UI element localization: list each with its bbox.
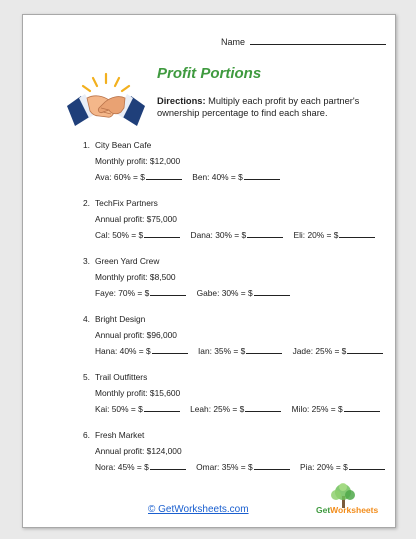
problem-number: 4. bbox=[83, 314, 90, 324]
answer-blank[interactable] bbox=[244, 172, 280, 180]
profit-line: Monthly profit: $12,000 bbox=[95, 156, 181, 166]
company-name: Fresh Market bbox=[95, 430, 145, 440]
answer-blank[interactable] bbox=[245, 404, 281, 412]
share-line bbox=[83, 345, 383, 361]
company-name: City Bean Cafe bbox=[95, 140, 152, 150]
share-label: Gabe: 30% = $ bbox=[196, 288, 253, 298]
name-blank-line[interactable] bbox=[250, 37, 386, 45]
share-label: Milo: 25% = $ bbox=[291, 404, 343, 414]
problem-3 bbox=[83, 255, 290, 303]
company-name: Trail Outfitters bbox=[95, 372, 148, 382]
answer-blank[interactable] bbox=[349, 462, 385, 470]
answer-blank[interactable] bbox=[247, 230, 283, 238]
company-name: Green Yard Crew bbox=[95, 256, 160, 266]
share-label: Ava: 60% = $ bbox=[95, 172, 145, 182]
share-label: Faye: 70% = $ bbox=[95, 288, 150, 298]
answer-blank[interactable] bbox=[144, 404, 180, 412]
worksheet-title: Profit Portions bbox=[157, 65, 262, 82]
answer-blank[interactable] bbox=[150, 288, 186, 296]
tree-icon bbox=[312, 482, 382, 524]
problem-5 bbox=[83, 371, 380, 419]
company-name: Bright Design bbox=[95, 314, 146, 324]
share-label: Eli: 20% = $ bbox=[293, 230, 339, 240]
copyright-link[interactable]: © GetWorksheets.com bbox=[148, 504, 249, 515]
profit-line: Annual profit: $124,000 bbox=[95, 446, 182, 456]
answer-blank[interactable] bbox=[254, 462, 290, 470]
profit-line: Annual profit: $96,000 bbox=[95, 330, 177, 340]
answer-blank[interactable] bbox=[246, 346, 282, 354]
problem-number: 5. bbox=[83, 372, 90, 382]
answer-blank[interactable] bbox=[254, 288, 290, 296]
share-label: Cal: 50% = $ bbox=[95, 230, 144, 240]
problem-4 bbox=[83, 313, 383, 361]
problem-number: 6. bbox=[83, 430, 90, 440]
name-label: Name bbox=[221, 37, 246, 47]
share-line bbox=[83, 229, 375, 245]
share-label: Omar: 35% = $ bbox=[196, 462, 253, 472]
profit-line: Monthly profit: $8,500 bbox=[95, 272, 176, 282]
problem-number: 2. bbox=[83, 198, 90, 208]
directions-label: Directions: bbox=[157, 96, 206, 106]
answer-blank[interactable] bbox=[152, 346, 188, 354]
answer-blank[interactable] bbox=[344, 404, 380, 412]
share-label: Jade: 25% = $ bbox=[292, 346, 347, 356]
share-line bbox=[83, 171, 280, 187]
share-label: Nora: 45% = $ bbox=[95, 462, 149, 472]
name-field-row bbox=[221, 37, 386, 47]
share-label: Kai: 50% = $ bbox=[95, 404, 143, 414]
handshake-icon bbox=[65, 70, 147, 132]
share-label: Dana: 30% = $ bbox=[190, 230, 247, 240]
share-line bbox=[83, 461, 385, 477]
worksheet-page bbox=[22, 14, 396, 528]
answer-blank[interactable] bbox=[144, 230, 180, 238]
logo-text-get: Get bbox=[316, 505, 331, 515]
problem-1 bbox=[83, 139, 280, 187]
problem-number: 3. bbox=[83, 256, 90, 266]
directions-body: Multiply each profit by each partner's ownership percentage to find each share. bbox=[157, 96, 360, 118]
share-label: Hana: 40% = $ bbox=[95, 346, 151, 356]
share-line bbox=[83, 287, 290, 303]
profit-line: Annual profit: $75,000 bbox=[95, 214, 177, 224]
problem-2 bbox=[83, 197, 375, 245]
profit-line: Monthly profit: $15,600 bbox=[95, 388, 181, 398]
answer-blank[interactable] bbox=[150, 462, 186, 470]
share-line bbox=[83, 403, 380, 419]
company-name: TechFix Partners bbox=[95, 198, 158, 208]
share-label: Pia: 20% = $ bbox=[300, 462, 348, 472]
answer-blank[interactable] bbox=[146, 172, 182, 180]
share-label: Leah: 25% = $ bbox=[190, 404, 245, 414]
logo-text-worksheets: Worksheets bbox=[330, 505, 379, 515]
share-label: Ben: 40% = $ bbox=[192, 172, 243, 182]
getworksheets-logo bbox=[316, 505, 378, 515]
share-label: Ian: 35% = $ bbox=[197, 346, 246, 356]
problem-number: 1. bbox=[83, 140, 90, 150]
problem-6 bbox=[83, 429, 385, 477]
directions-text bbox=[157, 95, 387, 119]
answer-blank[interactable] bbox=[339, 230, 375, 238]
answer-blank[interactable] bbox=[347, 346, 383, 354]
